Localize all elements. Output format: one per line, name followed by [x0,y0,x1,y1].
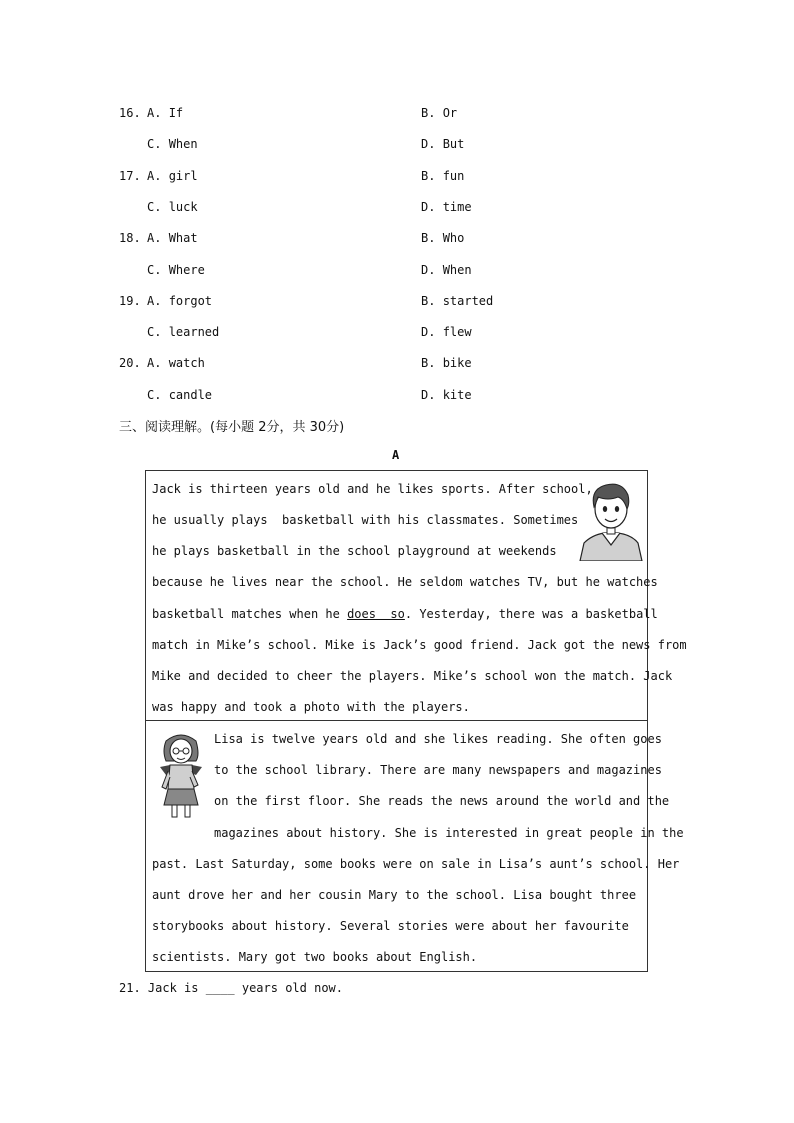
option-text: flew [442,325,472,340]
passage2-line-2: to the school library. There are many newspapers and magazines [214,763,662,777]
answer-option [147,230,198,246]
option-letter: D. [421,262,436,277]
option-letter: A. [147,168,162,183]
passage1-line-2: he usually plays basketball with his classmates. Sometimes [152,513,579,527]
question-number: 19. [119,293,141,308]
option-letter: B. [421,293,436,308]
answer-option [421,105,457,121]
option-letter: B. [421,106,436,120]
question-number: 17. [119,168,141,183]
section-heading: 三、阅读理解。(每小题 2分，共 30分) [119,420,345,435]
question-number: 18. [119,231,141,246]
passage-label: A [392,448,400,462]
question-number: 16. [119,106,141,120]
option-text: girl [168,168,198,183]
passage1-line-1: Jack is thirteen years old and he likes sports. After school, [152,482,593,496]
question-21 [119,980,343,996]
option-letter: D. [421,387,436,402]
option-letter: C. [147,137,162,152]
answer-option [421,199,472,215]
option-text: learned [168,325,220,340]
passage1-line-5: basketball matches when he does so. Yesterday, there was a basketball [152,607,658,621]
passage1-line-8: was happy and took a photo with the players. [152,700,470,714]
option-letter: A. [147,293,162,308]
passage2-line-8: scientists. Mary got two books about English. [152,950,478,964]
option-text: Or [442,106,458,120]
answer-option [147,355,205,371]
option-text: forgot [168,293,213,308]
option-text: time [442,199,472,214]
option-letter: A. [147,356,162,371]
option-text: bike [442,356,472,371]
question-21-text: Jack is ____ years old now. [147,981,343,995]
passage2-line-1: Lisa is twelve years old and she likes reading. She often goes [214,732,662,746]
option-letter: B. [421,231,436,246]
option-text: If [168,106,184,120]
option-letter: C. [147,262,162,277]
passage-lisa-box [145,720,684,972]
passage1-line-7: Mike and decided to cheer the players. Mike’s school won the match. Jack [152,669,673,683]
answer-option [421,262,472,278]
boy-illustration [578,481,644,561]
answer-option [421,355,472,371]
option-letter: C. [147,387,162,402]
option-text: What [168,231,198,246]
passage2-line-6: aunt drove her and her cousin Mary to the school. Lisa bought three [152,888,637,902]
option-letter: B. [421,356,436,371]
option-text: kite [442,387,472,402]
passage1-line-3: he plays basketball in the school playground at weekends [152,544,557,558]
answer-option [147,262,205,278]
passage2-line-4: magazines about history. She is interested in great people in the [214,826,684,840]
question-21-number: 21. [119,981,141,995]
option-text: candle [168,387,213,402]
passage-jack-box [145,470,687,721]
answer-option [147,387,212,403]
answer-option [421,324,472,340]
answer-option [421,387,472,403]
passage1-line-4: because he lives near the school. He seldom watches TV, but he watches [152,575,658,589]
option-text: Who [442,231,465,246]
option-letter: D. [421,199,436,214]
option-text: Where [168,262,205,277]
option-text: When [442,262,472,277]
answer-option [147,105,183,121]
passage2-line-5: past. Last Saturday, some books were on sale in Lisa’s aunt’s school. Her [152,857,680,871]
option-text: But [442,137,465,152]
answer-option [147,293,212,309]
passage1-line-6: match in Mike’s school. Mike is Jack’s good friend. Jack got the news from [152,638,687,652]
option-letter: A. [147,106,162,120]
option-text: luck [168,199,198,214]
option-text: started [442,293,494,308]
option-letter: D. [421,137,436,152]
option-text: watch [168,356,205,371]
option-letter: A. [147,231,162,246]
girl-illustration [156,731,206,819]
option-letter: C. [147,199,162,214]
answer-option [147,168,198,184]
option-text: When [168,137,198,152]
answer-option [147,136,198,152]
answer-option [147,324,219,340]
passage2-line-3: on the first floor. She reads the news around the world and the [214,794,670,808]
answer-option [147,199,198,215]
option-letter: C. [147,325,162,340]
option-letter: B. [421,168,436,183]
option-letter: D. [421,325,436,340]
answer-option [421,230,464,246]
underlined-phrase: does so [347,607,405,621]
answer-option [421,168,464,184]
question-number: 20. [119,356,141,371]
option-text: fun [442,168,465,183]
passage2-line-7: storybooks about history. Several stories were about her favourite [152,919,629,933]
answer-option [421,293,493,309]
answer-option [421,136,464,152]
